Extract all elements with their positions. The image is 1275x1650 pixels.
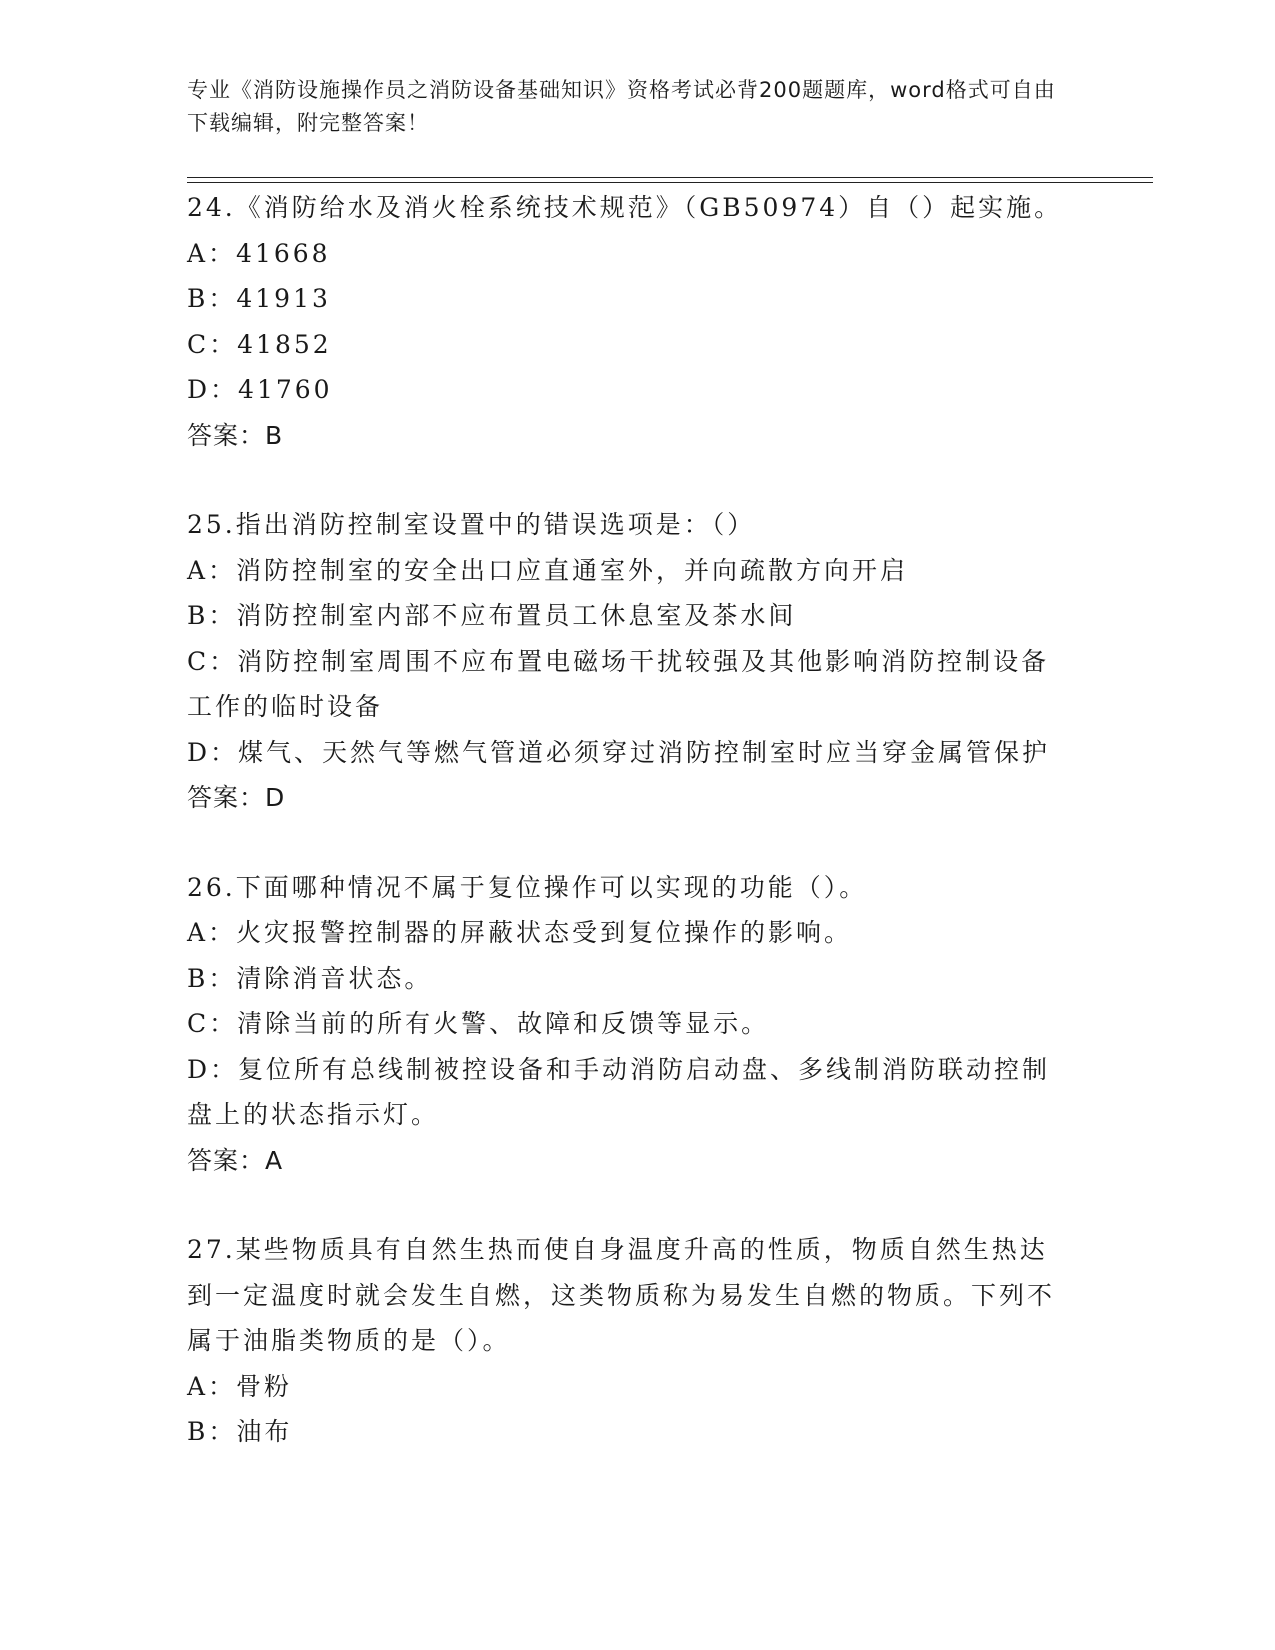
- option-b: B：清除消音状态。: [187, 963, 433, 993]
- option-b: B：油布: [187, 1417, 293, 1446]
- answer: 答案：A: [187, 1145, 284, 1175]
- document-header: 专业《消防设施操作员之消防设备基础知识》资格考试必背200题题库，word格式可自由下载编辑，附完整答案！: [187, 78, 1056, 135]
- answer: 答案：D: [187, 783, 286, 812]
- option-c: C：清除当前的所有火警、故障和反馈等显示。: [187, 1009, 770, 1038]
- question-stem: 25.指出消防控制室设置中的错误选项是：（）: [187, 510, 756, 539]
- option-d: D：复位所有总线制被控设备和手动消防启动盘、多线制消防联动控制盘上的状态指示灯。: [187, 1054, 1051, 1129]
- question-stem: 24.《消防给水及消火栓系统技术规范》（GB50974）自（）起实施。: [187, 193, 1063, 222]
- option-a: A：41668: [187, 238, 331, 268]
- header-divider-bottom: [187, 182, 1153, 183]
- option-a: A：火灾报警控制器的屏蔽状态受到复位操作的影响。: [187, 918, 853, 947]
- option-b: B：消防控制室内部不应布置员工休息室及茶水间: [187, 601, 797, 630]
- option-c: C：消防控制室周围不应布置电磁场干扰较强及其他影响消防控制设备工作的临时设备: [187, 646, 1050, 721]
- question-24: [187, 185, 1087, 458]
- option-c: C：41852: [187, 329, 332, 359]
- question-list: [187, 185, 1087, 1455]
- question-stem: 26.下面哪种情况不属于复位操作可以实现的功能（）。: [187, 872, 868, 902]
- option-b: B：41913: [187, 284, 331, 313]
- option-d: D：煤气、天然气等燃气管道必须穿过消防控制室时应当穿金属管保护: [187, 737, 1051, 767]
- option-a: A：消防控制室的安全出口应直通室外，并向疏散方向开启: [187, 555, 909, 585]
- option-d: D：41760: [187, 375, 333, 404]
- question-stem: 27.某些物质具有自然生热而使自身温度升高的性质，物质自然生热达到一定温度时就会发生自燃，这类物质称为易发生自燃的物质。下列不属于油脂类物质的是（）。: [187, 1235, 1056, 1355]
- option-a: A：骨粉: [187, 1371, 293, 1401]
- question-26: [187, 865, 1087, 1184]
- answer: 答案：B: [187, 420, 284, 450]
- question-27: [187, 1227, 1087, 1455]
- question-25: [187, 502, 1087, 821]
- header-divider-top: [187, 177, 1153, 178]
